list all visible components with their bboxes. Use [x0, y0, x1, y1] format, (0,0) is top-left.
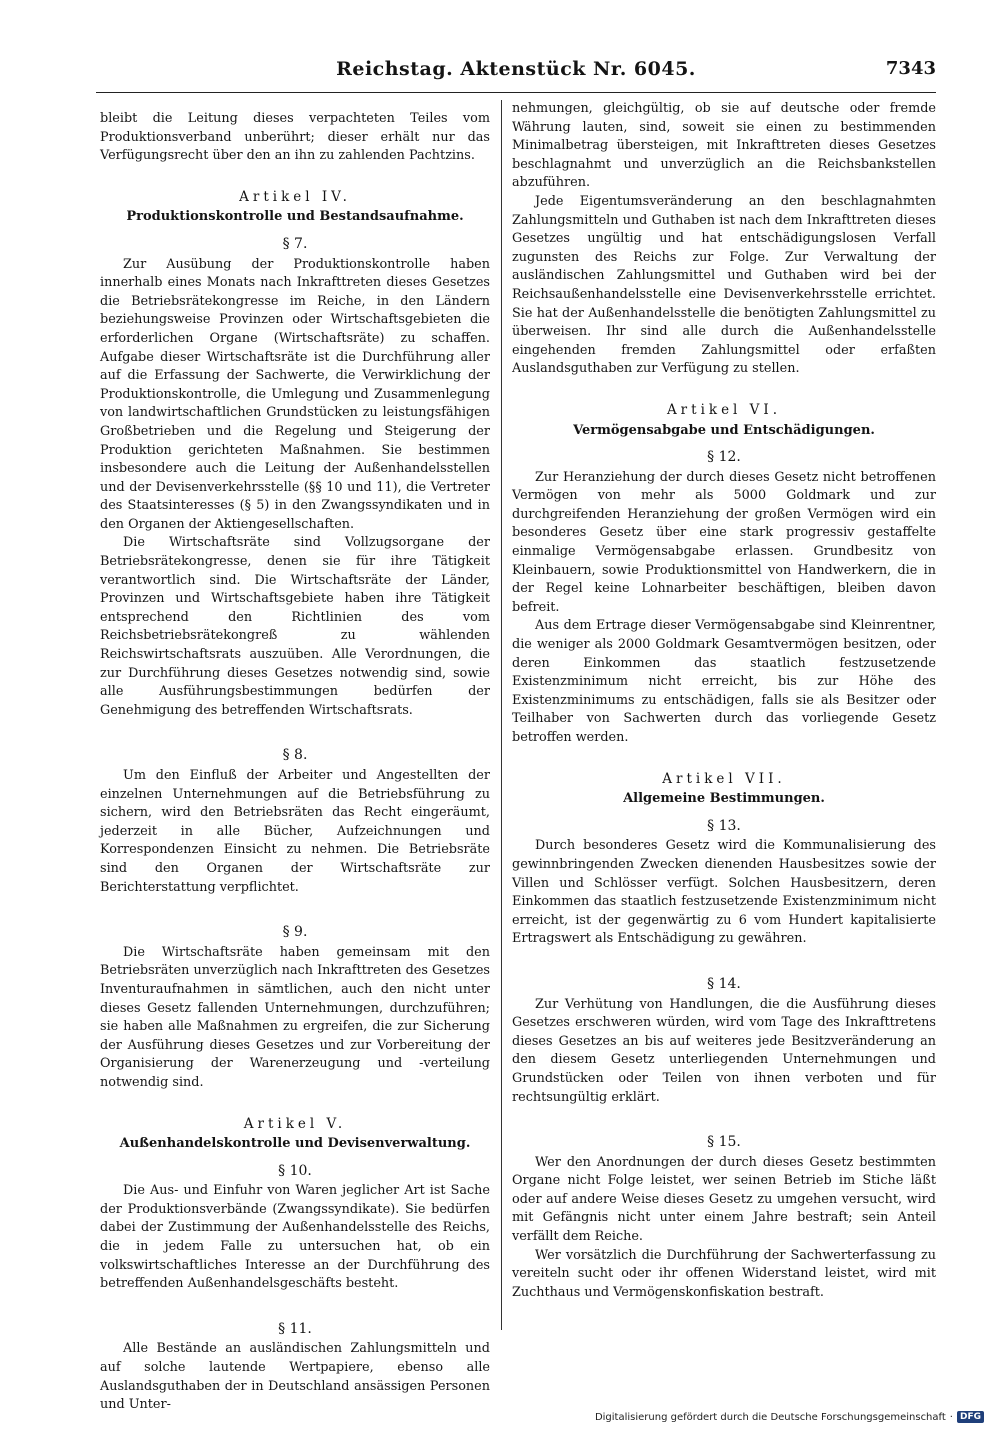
article-heading: Artikel IV.: [239, 188, 351, 205]
left-column: [100, 110, 490, 1415]
section-heading: § 11.: [278, 1320, 312, 1337]
page-number: 7343: [885, 58, 936, 79]
article-title: Allgemeine Bestimmungen.: [623, 791, 825, 807]
article-heading: Artikel VI.: [666, 401, 782, 418]
digitization-credit: Digitalisierung gefördert durch die Deutsche Forschungsgemeinschaft · DFG: [595, 1411, 984, 1423]
paragraph: Alle Bestände an ausländischen Zahlungsmitteln und auf solche lautende Wertpapiere, ebenso alle Auslandsguthaben der in Deutschland ansässigen Personen und Unter-: [100, 1341, 490, 1413]
section-heading: § 13.: [707, 817, 741, 834]
paragraph: Jede Eigentumsveränderung an den beschlagnahmten Zahlungsmitteln und Guthaben ist nach dem Inkrafttreten dieses Gesetzes ungültig und hat entschädigungslosen Verfall zugunsten des Reichs zur Folge. Zur Verwaltung der ausländischen Zahlungsmittel und Guthaben wird bei der Reichsaußenhandelsstelle eine Devisenverkehrsstelle errichtet. Sie hat der Außenhandelsstelle die benötigten Zahlungsmittel zu überweisen. Ihr sind alle durch die Außenhandelsstelle eingehenden fremden Zahlungsmittel oder erfaßten Auslandsguthaben zur Verfügung zu stellen.: [512, 193, 936, 377]
paragraph: Die Wirtschaftsräte sind Vollzugsorgane der Betriebsrätekongresse, denen sie für ihre Tätigkeit verantwortlich sind. Die Wirtschaftsräte der Länder, Provinzen und Wirtschaftsgebiete haben ihre Tätigkeit entsprechend den Richtlinien des vom Reichsbetriebsrätekongreß zu wählenden Reichswirtschaftsrats auszuüben. Alle Verordnungen, die zur Durchführung dieses Gesetzes notwendig sind, sowie alle Ausführungsbestimmungen bedürfen der Genehmigung des betreffenden Wirtschaftsrats.: [100, 535, 490, 718]
paragraph: Um den Einfluß der Arbeiter und Angestellten der einzelnen Unternehmungen auf die Betriebsführung zu sichern, wird den Betriebsräten das Recht eingeräumt, jederzeit in alle Bücher, Aufzeichnungen und Korrespondenzen Einsicht zu nehmen. Die Betriebsräte sind den Organen der Wirtschaftsräte zur Berichterstattung verpflichtet.: [100, 768, 490, 895]
section-heading: § 7.: [282, 235, 308, 252]
paragraph: Aus dem Ertrage dieser Vermögensabgabe sind Kleinrentner, die weniger als 2000 Goldmark Gesamtvermögen besitzen, oder deren Einkommen das staatlich festzusetzende Existenzminimum nicht erreicht, bis zur Höhe des Existenzminimums zu entschädigen, falls sie als Besitzer oder Teilhaber von Sachwerten durch das vorliegende Gesetz betroffen werden.: [512, 618, 936, 745]
header-rule: [96, 92, 936, 93]
article-title: Außenhandelskontrolle und Devisenverwaltung.: [119, 1136, 471, 1152]
article-heading: Artikel VII.: [662, 770, 786, 787]
paragraph: Zur Ausübung der Produktionskontrolle haben innerhalb eines Monats nach Inkrafttreten dieses Gesetzes die Betriebsrätekongresse im Reiche, in den Ländern beziehungsweise Provinzen oder Wirtschaftsgebieten die erforderlichen Organe (Wirtschaftsräte) zu schaffen. Aufgabe dieser Wirtschaftsräte ist die Durchführung aller auf die Erfassung der Sachwerte, die Verwirklichung der Produktionskontrolle, die Umlegung und Zusammenlegung von landwirtschaftlichen Grundstücken zu leistungsfähigen Großbetrieben und die Regelung und Steigerung der Produktion gerichteten Maßnahmen. Sie bestimmen insbesondere auch die Leitung der Außenhandelsstellen und der Devisenverkehrsstelle (§§ 10 und 11), die Vertreter des Staatsinteresses (§ 5) in den Zwangssyndikaten und in den Organen der Aktiengesellschaften.: [100, 256, 490, 532]
paragraph: Durch besonderes Gesetz wird die Kommunalisierung des gewinnbringenden Zwecken dienenden Hausbesitzes sowie der Villen und Schlösser verfügt. Solchen Hausbesitzern, deren Einkommen das staatlich festzusetzende Existenzminimum nicht erreicht, ist der gegenwärtig zu 6 vom Hundert kapitalisierte Ertragswert als Entschädigung zu gewähren.: [512, 838, 936, 947]
section-heading: § 14.: [707, 975, 741, 992]
paragraph: Die Aus- und Einfuhr von Waren jeglicher Art ist Sache der Produktionsverbände (Zwangssyndikate). Sie bedürfen dabei der Zustimmung der Außenhandelsstelle des Reichs, die in jedem Falle zu untersuchen hat, ob ein volkswirtschaftliches Interesse an der Durchführung des betreffenden Außenhandelsgeschäfts besteht.: [100, 1183, 490, 1292]
section-heading: § 12.: [707, 449, 741, 466]
running-title: Reichstag. Aktenstück Nr. 6045.: [336, 58, 696, 80]
page-header: [96, 58, 936, 88]
paragraph: nehmungen, gleichgültig, ob sie auf deutsche oder fremde Währung lauten, sind, soweit sie einen zu bestimmenden Minimalbetrag übersteigen, mit Inkrafttreten dieses Gesetzes beschlagnahmt und unverzüglich an die Reichsbankstellen abzuführen.: [512, 101, 936, 191]
paragraph: Zur Heranziehung der durch dieses Gesetz nicht betroffenen Vermögen von mehr als 5000 Goldmark und zur durchgreifenden Heranziehung der großen Vermögen wird ein besonderes Gesetz über eine stark progressiv gestaffelte einmalige Vermögensabgabe erlassen. Grundbesitz von Kleinbauern, sowie Produktionsmittel von Handwerkern, die in der Regel keine Lohnarbeiter beschäftigen, bleiben davon befreit.: [512, 469, 936, 615]
article-heading: Artikel V.: [243, 1115, 347, 1132]
article-title: Produktionskontrolle und Bestandsaufnahme.: [126, 209, 464, 225]
paragraph: bleibt die Leitung dieses verpachteten Teiles vom Produktionsverband unberührt; dieser erhält nur das Verfügungsrecht über den an ihn zu zahlenden Pachtzins.: [100, 111, 490, 164]
right-column: [512, 100, 936, 1302]
section-heading: § 8.: [282, 747, 308, 764]
section-heading: § 15.: [707, 1134, 741, 1151]
section-heading: § 10.: [278, 1162, 312, 1179]
paragraph: Zur Verhütung von Handlungen, die die Ausführung dieses Gesetzes erschweren würden, wird vom Tage des Inkrafttretens dieses Gesetzes an bis auf weiteres jede Besitzveränderung an den diesem Gesetz unterliegenden Unternehmungen und Grundstücken oder Teilen von ihnen verboten und für rechtsungültig erklärt.: [512, 996, 936, 1105]
credit-text: Digitalisierung gefördert durch die Deutsche Forschungsgemeinschaft: [594, 1411, 946, 1423]
article-title: Vermögensabgabe und Entschädigungen.: [573, 422, 875, 438]
paragraph: Wer vorsätzlich die Durchführung der Sachwerterfassung zu vereiteln sucht oder ihr offenen Widerstand leistet, wird mit Zuchthaus und Vermögenskonfiskation bestraft.: [512, 1247, 936, 1300]
column-separator: [501, 100, 502, 1330]
paragraph: Wer den Anordnungen der durch dieses Gesetz bestimmten Organe nicht Folge leistet, wer seinen Betrieb im Stiche läßt oder auf andere Weise dieses Gesetz zu umgehen versucht, wird mit Gefängnis nicht unter einem Jahre bestraft; sein Anteil verfällt dem Reiche.: [512, 1154, 936, 1245]
dfg-logo-icon: DFG: [957, 1411, 984, 1423]
section-heading: § 9.: [282, 924, 308, 941]
paragraph: Die Wirtschaftsräte haben gemeinsam mit den Betriebsräten unverzüglich nach Inkrafttreten des Gesetzes Inventuraufnahmen in sämtlichen, auch den nicht unter dieses Gesetz fallenden Unternehmungen, durchzuführen; sie haben alle Maßnahmen zu ergreifen, die zur Sicherung der Ausführung dieses Gesetzes und zur Vorbereitung der Organisierung der Warenerzeugung und -verteilung notwendig sind.: [100, 944, 490, 1090]
